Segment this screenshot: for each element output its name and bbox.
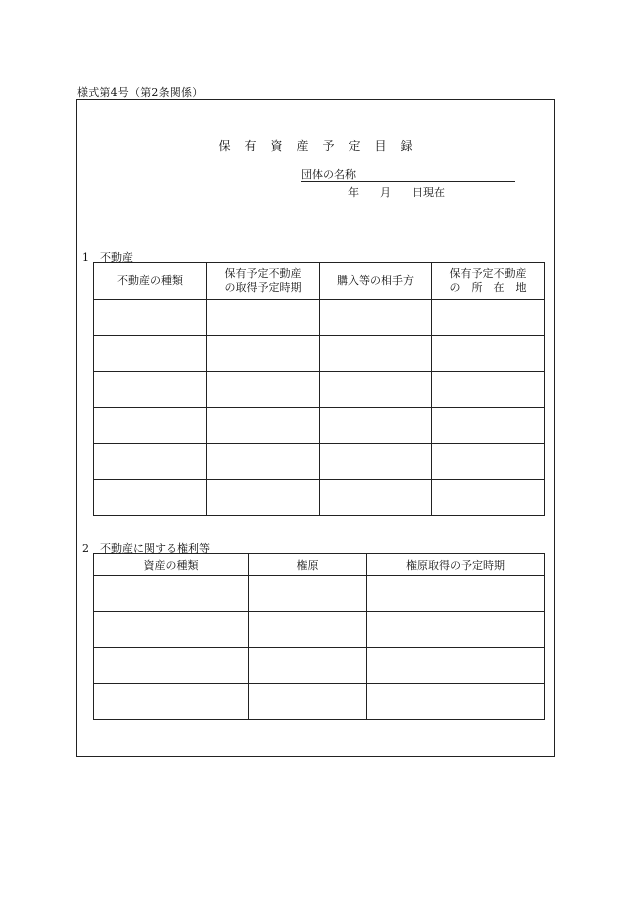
table-cell[interactable]	[320, 480, 432, 516]
table-cell[interactable]	[207, 372, 320, 408]
table-cell[interactable]	[207, 444, 320, 480]
property-rights-table	[93, 553, 545, 720]
table-cell[interactable]	[94, 480, 207, 516]
form-number: 様式第4号（第2条関係）	[77, 86, 204, 99]
column-header-line: の取得予定時期	[224, 281, 302, 294]
column-header	[320, 263, 432, 300]
date-month: 月	[379, 186, 391, 199]
table-cell[interactable]	[94, 612, 249, 648]
table-cell[interactable]	[432, 372, 545, 408]
table-header-row	[94, 554, 545, 576]
table-row	[94, 300, 545, 336]
table-cell[interactable]	[432, 444, 545, 480]
title-char: 保	[218, 139, 231, 153]
table-cell[interactable]	[94, 648, 249, 684]
title-char: 産	[296, 139, 309, 153]
table-cell[interactable]	[367, 648, 545, 684]
table-cell[interactable]	[367, 576, 545, 612]
column-header-line: 購入等の相手方	[337, 274, 414, 287]
table-cell[interactable]	[207, 480, 320, 516]
org-name-label: 団体の名称	[301, 168, 356, 181]
table-cell[interactable]	[320, 300, 432, 336]
table-cell[interactable]	[207, 408, 320, 444]
table-row	[94, 408, 545, 444]
table-row	[94, 480, 545, 516]
table-cell[interactable]	[432, 300, 545, 336]
real-estate-table	[93, 262, 545, 516]
table-cell[interactable]	[320, 408, 432, 444]
table-header-row	[94, 263, 545, 300]
table-row	[94, 648, 545, 684]
title-char: 定	[348, 139, 361, 153]
date-year: 年	[348, 186, 359, 199]
table-cell[interactable]	[320, 336, 432, 372]
table-cell[interactable]	[320, 444, 432, 480]
title-char: 有	[244, 139, 257, 153]
table-cell[interactable]	[320, 372, 432, 408]
table-row	[94, 684, 545, 720]
section-heading-real-estate: 1 不動産	[82, 251, 133, 264]
table-row	[94, 612, 545, 648]
column-header	[94, 263, 207, 300]
table-cell[interactable]	[94, 372, 207, 408]
column-header: 資産の種類	[94, 554, 249, 576]
table-row	[94, 372, 545, 408]
column-header: 権原	[249, 554, 367, 576]
section-heading-property-rights: 2 不動産に関する権利等	[82, 542, 210, 555]
table-cell[interactable]	[207, 300, 320, 336]
column-header	[207, 263, 320, 300]
column-header: 権原取得の予定時期	[367, 554, 545, 576]
table-row	[94, 576, 545, 612]
column-header	[432, 263, 545, 300]
table-cell[interactable]	[432, 336, 545, 372]
table-cell[interactable]	[94, 336, 207, 372]
table-cell[interactable]	[94, 444, 207, 480]
title-char: 録	[400, 139, 413, 153]
title-char: 目	[374, 139, 387, 153]
table-cell[interactable]	[249, 648, 367, 684]
table-cell[interactable]	[94, 408, 207, 444]
title-char: 資	[270, 139, 283, 153]
table-row	[94, 444, 545, 480]
table-cell[interactable]	[432, 408, 545, 444]
date-line	[348, 184, 445, 200]
column-header-line: 保有予定不動産	[449, 267, 527, 280]
column-header-line: の 所 在 地	[449, 281, 527, 294]
org-name-field[interactable]	[301, 169, 515, 182]
column-header-line: 保有予定不動産	[224, 267, 302, 280]
table-cell[interactable]	[94, 300, 207, 336]
table-cell[interactable]	[367, 684, 545, 720]
table-cell[interactable]	[249, 684, 367, 720]
table-cell[interactable]	[94, 576, 249, 612]
title-char: 予	[322, 139, 335, 153]
table-cell[interactable]	[367, 612, 545, 648]
table-cell[interactable]	[249, 576, 367, 612]
table-cell[interactable]	[432, 480, 545, 516]
table-row	[94, 336, 545, 372]
table-cell[interactable]	[94, 684, 249, 720]
document-title	[76, 137, 555, 154]
table-cell[interactable]	[249, 612, 367, 648]
date-day: 日現在	[411, 186, 445, 199]
table-cell[interactable]	[207, 336, 320, 372]
column-header-line: 不動産の種類	[117, 274, 183, 287]
